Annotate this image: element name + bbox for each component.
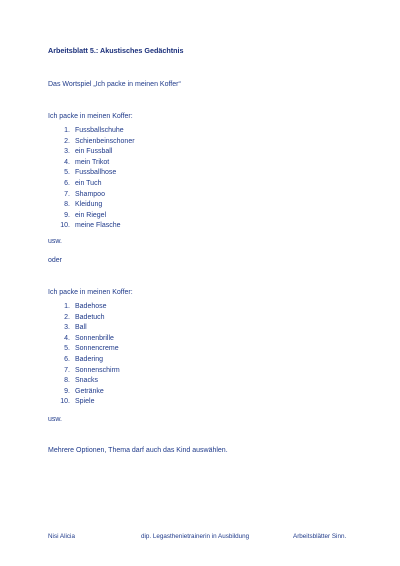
- list-item-text: Fussballhose: [75, 169, 117, 177]
- worksheet-title: Arbeitsblatt 5.: Akustisches Gedächtnis: [48, 46, 184, 55]
- list-item: [56, 137, 135, 148]
- list-item: [56, 302, 120, 313]
- list-item-number: 8.: [64, 377, 70, 385]
- list-item-text: Badetuch: [75, 313, 105, 321]
- footer-role: dip. Legasthenietrainerin in Ausbildung: [141, 533, 250, 540]
- footer-author: Nisi Alicia: [48, 533, 75, 540]
- list-item-number: 7.: [64, 190, 70, 198]
- list-item-number: 5.: [64, 169, 70, 177]
- list-item-text: Ball: [75, 324, 87, 332]
- list-item-number: 10.: [60, 222, 70, 230]
- list-item: [56, 211, 135, 222]
- list-item-text: ein Riegel: [75, 211, 107, 219]
- list-item-number: 6.: [64, 179, 70, 187]
- list-item-number: 6.: [64, 355, 70, 363]
- section2-heading: Ich packe in meinen Koffer:: [48, 289, 133, 296]
- list-item: [56, 168, 135, 179]
- oder-text: oder: [48, 257, 63, 264]
- list-item: [56, 126, 135, 137]
- list-item-number: 9.: [64, 387, 70, 395]
- list-item-text: Shampoo: [75, 190, 105, 198]
- list-item-text: mein Trikot: [75, 158, 110, 166]
- list-item: [56, 190, 135, 201]
- list-item-text: Sonnencreme: [75, 345, 119, 353]
- list-item-text: Schienbeinschoner: [75, 137, 135, 145]
- list-item: [56, 147, 135, 158]
- list-item-text: Kleidung: [75, 201, 103, 209]
- list-item-text: Badehose: [75, 303, 107, 310]
- list-item: [56, 387, 120, 398]
- list-item-text: meine Flasche: [75, 222, 121, 230]
- list-item: [56, 221, 135, 232]
- list-item: [56, 179, 135, 190]
- footer-series: Arbeitsblätter Sinn.: [293, 533, 347, 540]
- list-item: [56, 334, 120, 345]
- list-item: [56, 158, 135, 169]
- list-item-number: 1.: [64, 303, 70, 310]
- list-item-number: 3.: [64, 324, 70, 332]
- list-item-text: Sonnenschirm: [75, 366, 120, 374]
- list-item-text: Fussballschuhe: [75, 127, 124, 134]
- list-item-number: 3.: [64, 148, 70, 156]
- list-item-text: Sonnenbrille: [75, 334, 114, 342]
- list-item-text: Snacks: [75, 377, 98, 385]
- list-item-number: 2.: [64, 137, 70, 145]
- list-item-text: Spiele: [75, 398, 95, 406]
- list-item: [56, 200, 135, 211]
- section1-list: [56, 126, 135, 232]
- list-item: [56, 397, 120, 408]
- list-item-number: 7.: [64, 366, 70, 374]
- options-note: Mehrere Optionen, Thema darf auch das Kind auswählen.: [48, 447, 228, 454]
- list-item-number: 9.: [64, 211, 70, 219]
- list-item-number: 1.: [64, 127, 70, 134]
- list-item-number: 10.: [60, 398, 70, 406]
- list-item: [56, 366, 120, 377]
- section2-usw: usw.: [48, 416, 63, 423]
- section2-list: [56, 302, 120, 408]
- list-item: [56, 344, 120, 355]
- section1-heading: Ich packe in meinen Koffer:: [48, 113, 133, 120]
- list-item-text: Badering: [75, 355, 104, 363]
- game-description: Das Wortspiel „Ich packe in meinen Koffer“: [48, 81, 181, 88]
- list-item-text: ein Fussball: [75, 148, 113, 156]
- list-item-number: 8.: [64, 201, 70, 209]
- list-item: [56, 376, 120, 387]
- section1-usw: usw.: [48, 238, 63, 245]
- list-item: [56, 313, 120, 324]
- list-item-number: 4.: [64, 158, 70, 166]
- list-item-text: ein Tuch: [75, 179, 102, 187]
- list-item-number: 4.: [64, 334, 70, 342]
- list-item-text: Getränke: [75, 387, 104, 395]
- list-item: [56, 323, 120, 334]
- list-item: [56, 355, 120, 366]
- list-item-number: 5.: [64, 345, 70, 353]
- list-item-number: 2.: [64, 313, 70, 321]
